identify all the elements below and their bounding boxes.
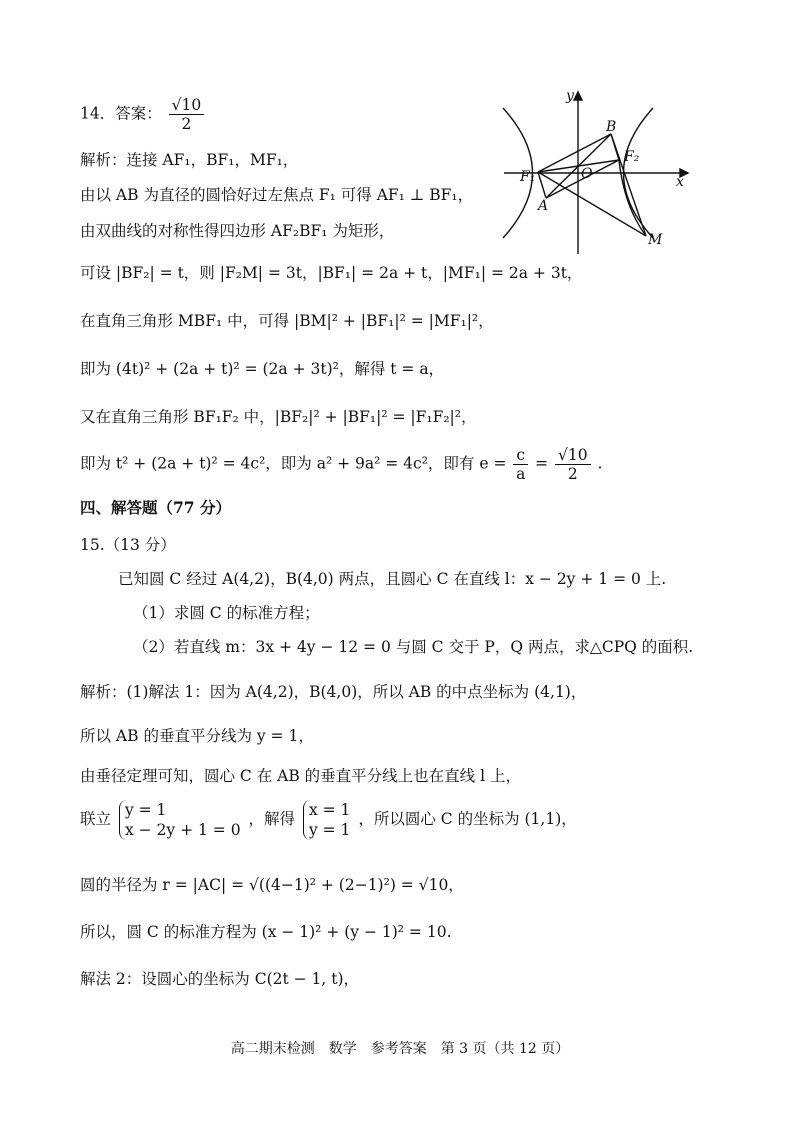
e-end: .	[597, 454, 603, 473]
label-y: y	[566, 88, 574, 104]
q15-system-line	[80, 800, 577, 840]
q15-solution-line-2: 所以 AB 的垂直平分线为 y = 1，	[80, 727, 314, 745]
e-denominator: a	[516, 465, 526, 483]
label-M: M	[648, 232, 663, 248]
q15-solution-line-1: 解析：(1)解法 1：因为 A(4,2)，B(4,0)，所以 AB 的中点坐标为 (4,1)，	[80, 683, 587, 701]
label-F1: F₁	[520, 169, 536, 185]
q14-line-8	[80, 446, 602, 483]
system-prefix: 联立	[80, 810, 112, 828]
q14-label: 14．答案：	[80, 104, 162, 123]
q14-answer	[80, 96, 206, 133]
q14-line-6: 即为 (4t)² + (2a + t)² = (2a + 3t)²，解得 t = a，	[80, 360, 445, 378]
solution-eq-1: x = 1	[308, 801, 351, 819]
label-O: O	[581, 166, 593, 182]
q14-line-4: 可设 |BF₂| = t，则 |F₂M| = 3t，|BF₁| = 2a + t，|MF₁| = 2a + 3t，	[80, 264, 583, 282]
system-suffix: ，所以圆心 C 的坐标为 (1,1)，	[358, 810, 577, 828]
q14-line-2: 由以 AB 为直径的圆恰好过左焦点 F₁ 可得 AF₁ ⊥ BF₁，	[80, 186, 474, 204]
label-F2: F₂	[624, 149, 640, 165]
q14-line-7: 又在直角三角形 BF₁F₂ 中，|BF₂|² + |BF₁|² = |F₁F₂|²，	[80, 408, 477, 426]
e-value-denominator: 2	[567, 465, 578, 483]
label-x: x	[676, 174, 684, 190]
q15-part-1: （1）求圆 C 的标准方程；	[133, 604, 320, 622]
q14-line-8-text: 即为 t² + (2a + t)² = 4c²，即为 a² + 9a² = 4c²，即有 e =	[80, 454, 507, 473]
system-solution	[303, 800, 350, 840]
system-eq-2: x − 2y + 1 = 0	[124, 821, 241, 839]
q15-stem: 已知圆 C 经过 A(4,2)，B(4,0) 两点，且圆心 C 在直线 l：x − 2y + 1 = 0 上.	[118, 570, 667, 588]
q14-answer-numerator: √10	[169, 96, 205, 115]
system-of-equations	[119, 800, 241, 840]
q14-answer-fraction	[169, 96, 205, 133]
e-value-numerator: √10	[555, 446, 591, 465]
system-mid: ，解得	[248, 810, 296, 828]
q15-radius-line: 圆的半径为 r = |AC| = √((4−1)² + (2−1)²) = √10，	[80, 876, 464, 894]
q14-answer-denominator: 2	[181, 115, 192, 133]
system-eq-1: y = 1	[124, 801, 167, 819]
q15-solution-line-3: 由垂径定理可知，圆心 C 在 AB 的垂直平分线上也在直线 l 上，	[80, 767, 521, 785]
page-footer: 高二期末检测 数学 参考答案 第 3 页（共 12 页）	[230, 1041, 570, 1057]
q15-method-2: 解法 2：设圆心的坐标为 C(2t − 1, t)，	[80, 970, 360, 988]
q15-standard-equation: 所以，圆 C 的标准方程为 (x − 1)² + (y − 1)² = 10.	[80, 923, 452, 941]
e-numerator: c	[513, 446, 528, 465]
y-axis-arrow	[574, 92, 582, 100]
q15-header: 15.（13 分）	[80, 536, 176, 554]
q14-line-1: 解析：连接 AF₁，BF₁，MF₁，	[80, 151, 299, 169]
hyperbola-figure	[498, 86, 698, 256]
q14-line-3: 由双曲线的对称性得四边形 AF₂BF₁ 为矩形，	[80, 222, 395, 240]
label-A: A	[538, 198, 549, 214]
label-B: B	[606, 119, 617, 135]
e-value-fraction	[555, 446, 591, 483]
q15-part-2: （2）若直线 m：3x + 4y − 12 = 0 与圆 C 交于 P，Q 两点，求△CPQ 的面积.	[133, 638, 694, 656]
e-equals: =	[535, 454, 549, 473]
solution-eq-2: y = 1	[308, 821, 351, 839]
section-4-heading: 四、解答题（77 分）	[80, 498, 231, 517]
e-fraction	[513, 446, 528, 483]
q14-line-5: 在直角三角形 MBF₁ 中，可得 |BM|² + |BF₁|² = |MF₁|²，	[80, 312, 494, 330]
